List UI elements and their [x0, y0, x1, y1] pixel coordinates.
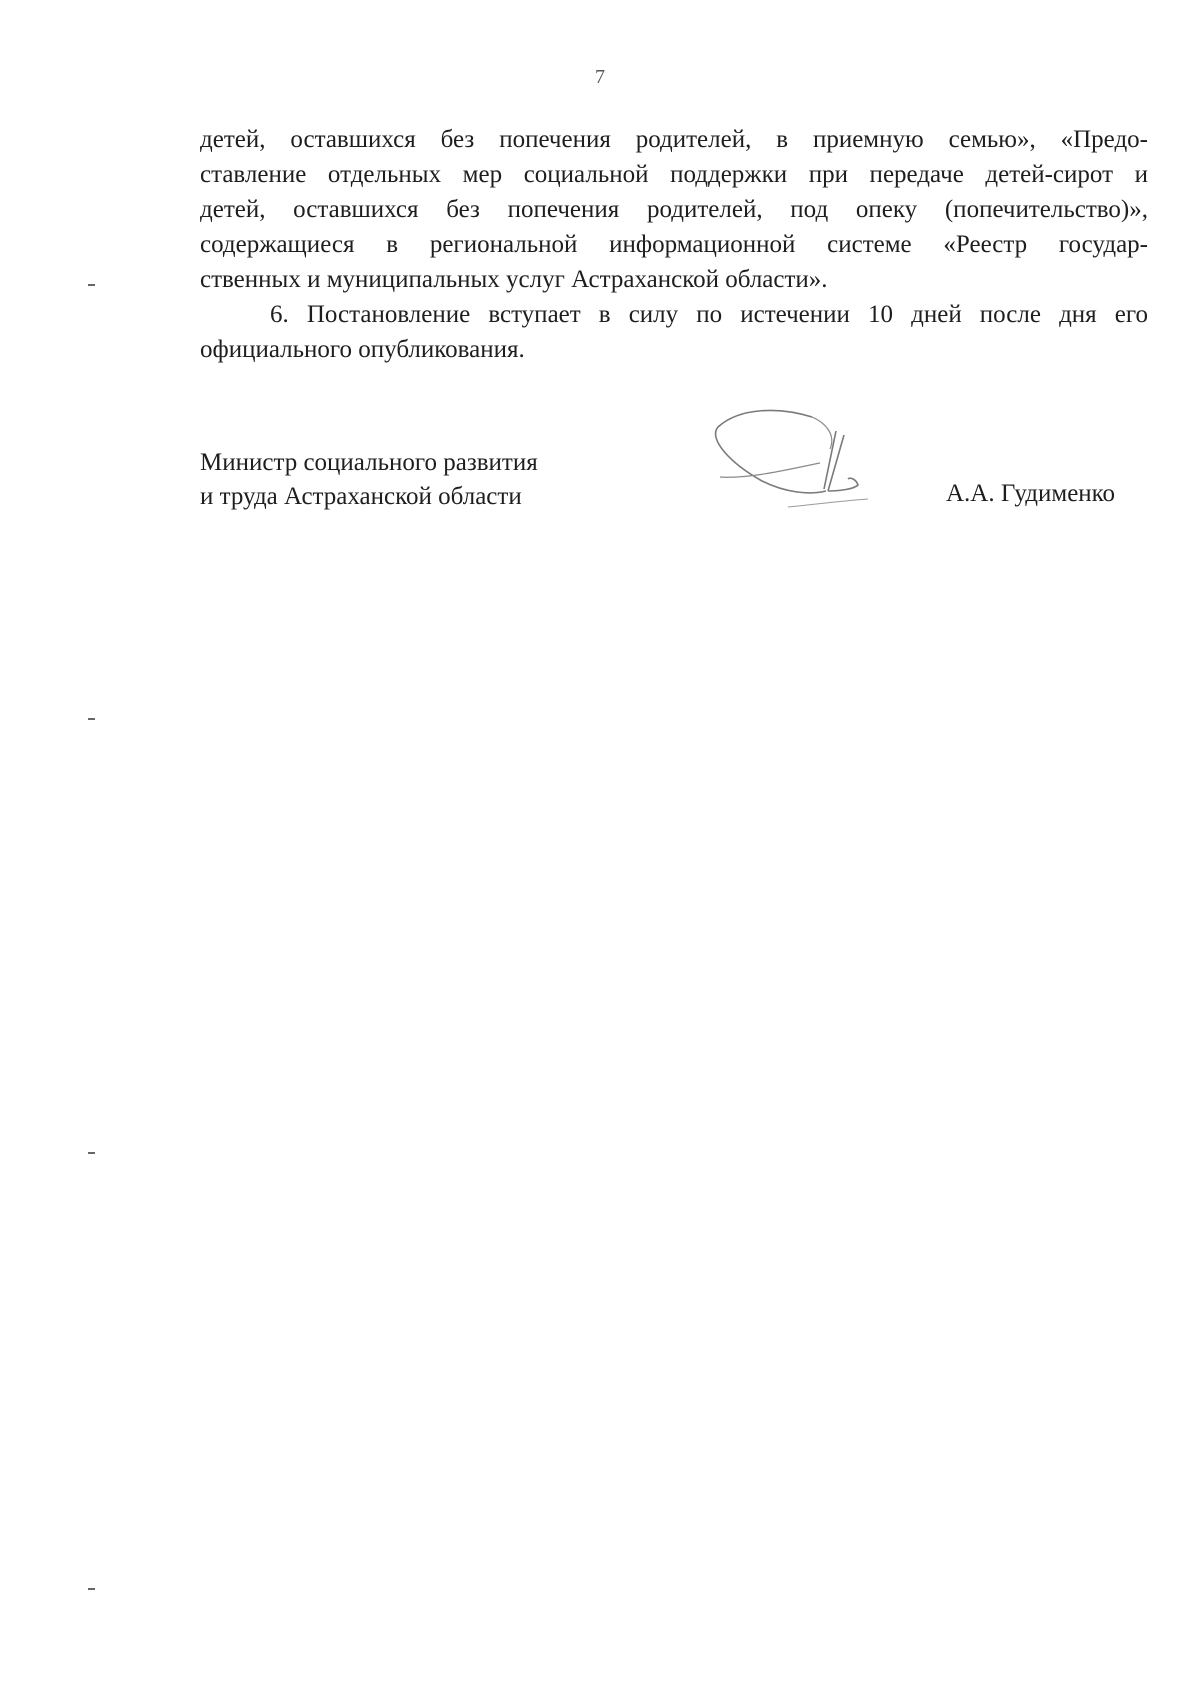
scan-mark: [88, 1152, 95, 1154]
handwritten-signature-icon: [700, 405, 900, 525]
scan-mark: [88, 284, 95, 286]
body-line: ственных и муниципальных услуг Астраханской области».: [200, 266, 828, 293]
scan-mark: [88, 718, 95, 720]
page-number: 7: [595, 66, 605, 88]
body-text: [200, 122, 1148, 367]
position-line: Министр социального развития: [200, 449, 538, 476]
scan-mark: [88, 1588, 95, 1590]
signer-name: А.А. Гудименко: [946, 480, 1116, 507]
signature-position: [200, 446, 538, 514]
body-line-paragraph-6: 6. Постановление вступает в силу по истечении 10 дней после дня его: [270, 301, 1148, 328]
position-line: и труда Астраханской области: [200, 483, 522, 510]
body-line: содержащиеся в региональной информационной системе «Реестр государ-: [200, 231, 1148, 258]
body-line: ставление отдельных мер социальной поддержки при передаче детей-сирот и: [200, 161, 1148, 188]
body-line: официального опубликования.: [200, 336, 525, 363]
body-line: детей, оставшихся без попечения родителей, под опеку (попечительство)»,: [200, 196, 1148, 223]
body-line: детей, оставшихся без попечения родителей, в приемную семью», «Предо-: [200, 126, 1148, 153]
